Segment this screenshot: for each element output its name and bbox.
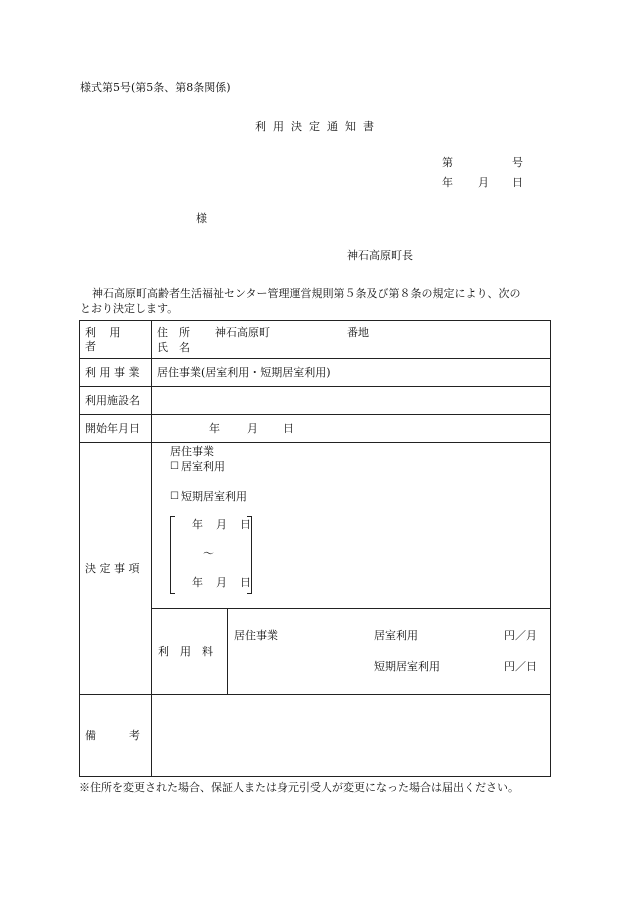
addressee-suffix: 様 [196, 212, 207, 225]
period-start-day: 日 [240, 518, 251, 531]
facility-label: 利用施設名 [85, 393, 140, 407]
period-tilde: ～ [203, 547, 214, 560]
service-value-cell [152, 359, 551, 387]
facility-value-cell [152, 387, 551, 415]
checkbox-room-icon[interactable]: ☐ [170, 461, 179, 472]
address-suffix: 番地 [347, 325, 369, 339]
table-row-service [80, 359, 551, 387]
fee-room-unit: 円／月 [504, 629, 537, 642]
issue-number-prefix: 第 [442, 156, 453, 169]
footnote: ※住所を変更された場合、保証人または身元引受人が変更になった場合は届出ください。 [79, 781, 519, 794]
decision-table [79, 320, 551, 777]
issue-date-month: 月 [478, 176, 489, 189]
start-date-day: 日 [283, 421, 294, 435]
user-label-cell [80, 321, 152, 359]
period-end-month: 月 [216, 576, 227, 589]
decision-heading: 居住事業 [170, 445, 214, 458]
table-row-start-date [80, 415, 551, 443]
fee-section [152, 609, 550, 694]
fee-short-stay-unit: 円／日 [504, 660, 537, 673]
table-row-decision [80, 443, 551, 695]
table-row-facility [80, 387, 551, 415]
fee-room-label: 居室利用 [374, 629, 418, 642]
period-end-day: 日 [240, 576, 251, 589]
remarks-label: 備 考 [85, 728, 140, 742]
facility-label-cell [80, 387, 152, 415]
service-label-cell [80, 359, 152, 387]
body-text-line1: 神石高原町高齢者生活福祉センター管理運営規則第５条及び第８条の規定により、次の [92, 287, 521, 300]
fee-label: 利 用 料 [158, 645, 213, 658]
remarks-label-cell [80, 695, 152, 777]
name-label: 氏 名 [157, 340, 190, 354]
fee-label-cell [152, 609, 228, 694]
start-date-label: 開始年月日 [85, 421, 140, 435]
user-label: 利 用 者 [85, 325, 126, 353]
fee-category: 居住事業 [234, 629, 278, 642]
period-bracket [170, 516, 252, 593]
fee-short-stay-label: 短期居室利用 [374, 660, 440, 673]
checkbox-short-stay-icon[interactable]: ☐ [170, 491, 179, 502]
body-text-line2: とおり決定します。 [80, 302, 179, 315]
start-date-month: 月 [247, 421, 258, 435]
service-label: 利 用 事 業 [85, 365, 140, 379]
start-date-value-cell [152, 415, 551, 443]
issue-date-year: 年 [442, 176, 453, 189]
decision-label: 決 定 事 項 [85, 561, 140, 575]
remarks-value-cell [152, 695, 551, 777]
decision-options [152, 443, 550, 609]
option-room-label: 居室利用 [181, 460, 225, 473]
period-start-year: 年 [192, 518, 203, 531]
table-row-remarks [80, 695, 551, 777]
table-row-user [80, 321, 551, 359]
form-number: 様式第5号(第5条、第8条関係) [80, 81, 231, 94]
decision-label-cell [80, 443, 152, 695]
issue-number-suffix: 号 [512, 156, 523, 169]
issue-date-day: 日 [512, 176, 523, 189]
start-date-year: 年 [209, 421, 220, 435]
service-value: 居住事業(居室利用・短期居室利用) [157, 365, 331, 379]
period-start-month: 月 [216, 518, 227, 531]
user-value-cell [152, 321, 551, 359]
period-end-year: 年 [192, 576, 203, 589]
address-town: 神石高原町 [215, 325, 270, 339]
start-date-label-cell [80, 415, 152, 443]
issuer: 神石高原町長 [347, 249, 413, 262]
decision-value-cell [152, 443, 551, 695]
document-title: 利用決定通知書 [255, 120, 381, 133]
address-label: 住 所 [157, 325, 190, 339]
option-short-stay-label: 短期居室利用 [181, 490, 247, 503]
